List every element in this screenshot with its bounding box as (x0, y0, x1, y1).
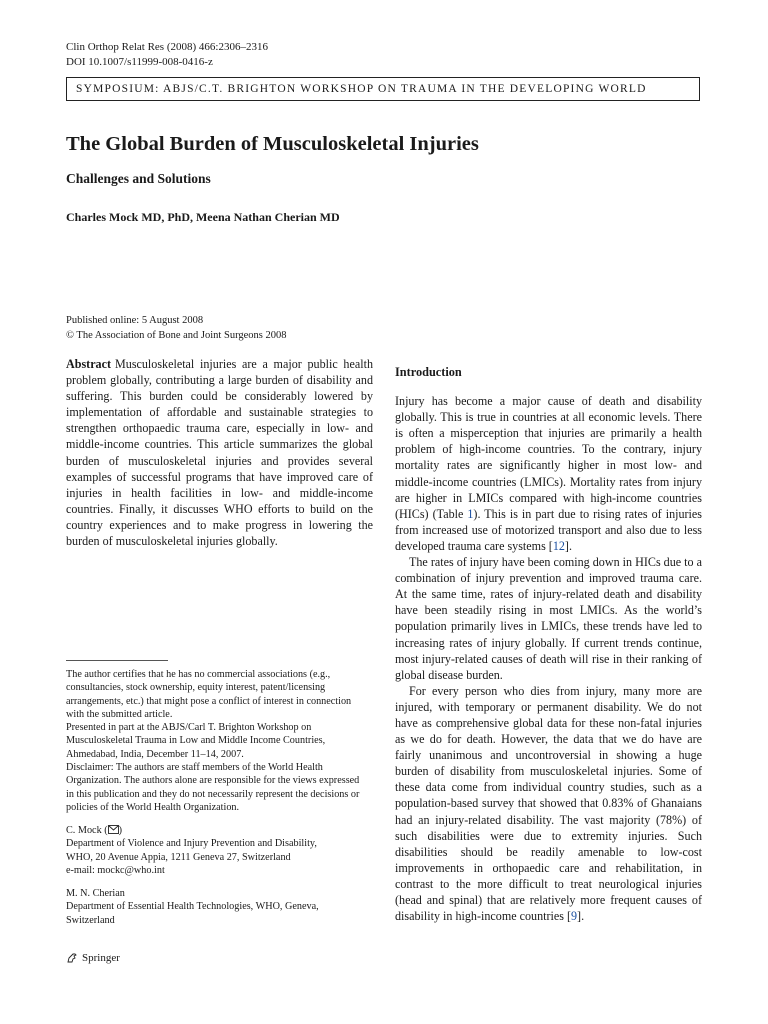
intro-paragraph-1: Injury has become a major cause of death and disability globally. This is true in countries at all economic levels. There is often a misperception that injuries are primarily a health problem of high-income countries. To the contrary, injury mortality rates are significantly higher in most low- and middle-income countries (LMICs). Mortality rates from injury are higher in LMICs compared with high-income countries (HICs) (Table 1). This is in part due to rising rates of injuries from increased use of motorized transport and also due to less developed trauma care systems [12]. (395, 394, 702, 553)
table-link[interactable]: 1 (467, 506, 474, 521)
introduction-section (395, 364, 702, 924)
disclaimer-note: Disclaimer: The authors are staff members of the World Health Organization. The authors alone are responsible for the views expressed in this publication and they do not necessarily represent the decisions or policies of the World Health Organization. (66, 762, 360, 813)
presented-note: Presented in part at the ABJS/Carl T. Brighton Workshop on Musculoskeletal Trauma in Low and Middle Income Countries, Ahmedabad, India, December 11–14, 2007. (66, 722, 326, 760)
doi: DOI 10.1007/s11999-008-0416-z (66, 56, 213, 68)
article-subtitle: Challenges and Solutions (66, 171, 211, 186)
contact-mock (66, 824, 366, 877)
citation-link[interactable]: 12 (552, 538, 565, 553)
abstract-text: Musculoskeletal injuries are a major public health problem globally, contributing a large burden of disability and suffering. This burden could be considerably lowered by implementation of affordable and sustainable strategies to strengthen orthopaedic trauma care, especially in low- and middle-income countries. This article summarizes the global burden of musculoskeletal injuries and provides several examples of successful programs that have improved care of injuries in health facilities in low- and middle-income countries. Finally, it discusses WHO efforts to build on the country experiences and to make progress in lowering the burden of musculoskeletal injuries globally. (66, 357, 373, 549)
footnotes (66, 668, 366, 814)
contact-mock-name-end: ) (118, 825, 123, 836)
contact-cherian (66, 887, 366, 927)
article-title: The Global Burden of Musculoskeletal Injuries (66, 133, 479, 155)
citation-link[interactable]: 9 (571, 909, 578, 924)
contact-mock-dept: Department of Violence and Injury Prevention and Disability, (66, 838, 317, 850)
copyright-line: © The Association of Bone and Joint Surgeons 2008 (66, 330, 287, 341)
contact-cherian-name: M. N. Cherian (66, 888, 125, 899)
introduction-heading: Introduction (395, 365, 462, 379)
published-date: Published online: 5 August 2008 (66, 315, 204, 326)
conflict-statement: The author certifies that he has no commercial associations (e.g., consultancies, stock ownership, equity interest, patent/licensing arrangements, etc.) that might pose a conflict of interest in connection with the submitted article. (66, 669, 352, 720)
journal-citation: Clin Orthop Relat Res (2008) 466:2306–2316 (66, 41, 268, 53)
envelope-icon (108, 825, 119, 834)
publication-info (66, 313, 287, 343)
abstract-label: Abstract (66, 357, 112, 371)
contact-mock-email[interactable]: e-mail: mockc@who.int (66, 864, 165, 876)
journal-reference (66, 40, 268, 70)
contact-mock-address: WHO, 20 Avenue Appia, 1211 Geneva 27, Switzerland (66, 851, 291, 863)
intro-paragraph-2: The rates of injury have been coming down in HICs due to a combination of injury prevention and improved trauma care. At the same time, rates of injury-related death and disability have been steadily rising in most LMICs. As the world’s population primarily lives in LMICs, these trends have led to increasing rates of injury globally. If current trends continue, most injury-related causes of death will rise in their ranking of global disease burden. (395, 555, 702, 682)
contact-cherian-dept: Department of Essential Health Technologies, WHO, Geneva, (66, 901, 319, 913)
contact-mock-name: C. Mock ( (66, 825, 108, 836)
abstract-section (66, 356, 373, 549)
author-list: Charles Mock MD, PhD, Meena Nathan Cherian MD (66, 210, 340, 224)
symposium-banner: SYMPOSIUM: ABJS/C.T. BRIGHTON WORKSHOP ON TRAUMA IN THE DEVELOPING WORLD (66, 77, 700, 101)
intro-paragraph-3: For every person who dies from injury, many more are injured, with temporary or permanent disability. We do not have as comprehensive global data for these non-fatal injuries as we do for death. However, the data that we do have are fairly unanimous and uncontroversial in showing a huge burden of disability from musculoskeletal injuries. Some of these data come from individual country studies, such as a population-based survey that showed that 0.83% of Ghanaians had an injury-related disability. The vast majority (78%) of such disabilities were due to extremity injuries. Such disabilities should be readily amenable to low-cost improvements in orthopaedic care and rehabilitation, in contrast to the more difficult to treat neurological injuries (head and spinal) that are relatively more frequent causes of disability in high-income countries [9]. (395, 683, 702, 924)
footnote-divider (66, 660, 168, 661)
publisher-name: Springer (82, 952, 120, 964)
springer-horse-icon (66, 952, 78, 964)
page-footer (66, 952, 120, 964)
contact-cherian-country: Switzerland (66, 914, 115, 926)
